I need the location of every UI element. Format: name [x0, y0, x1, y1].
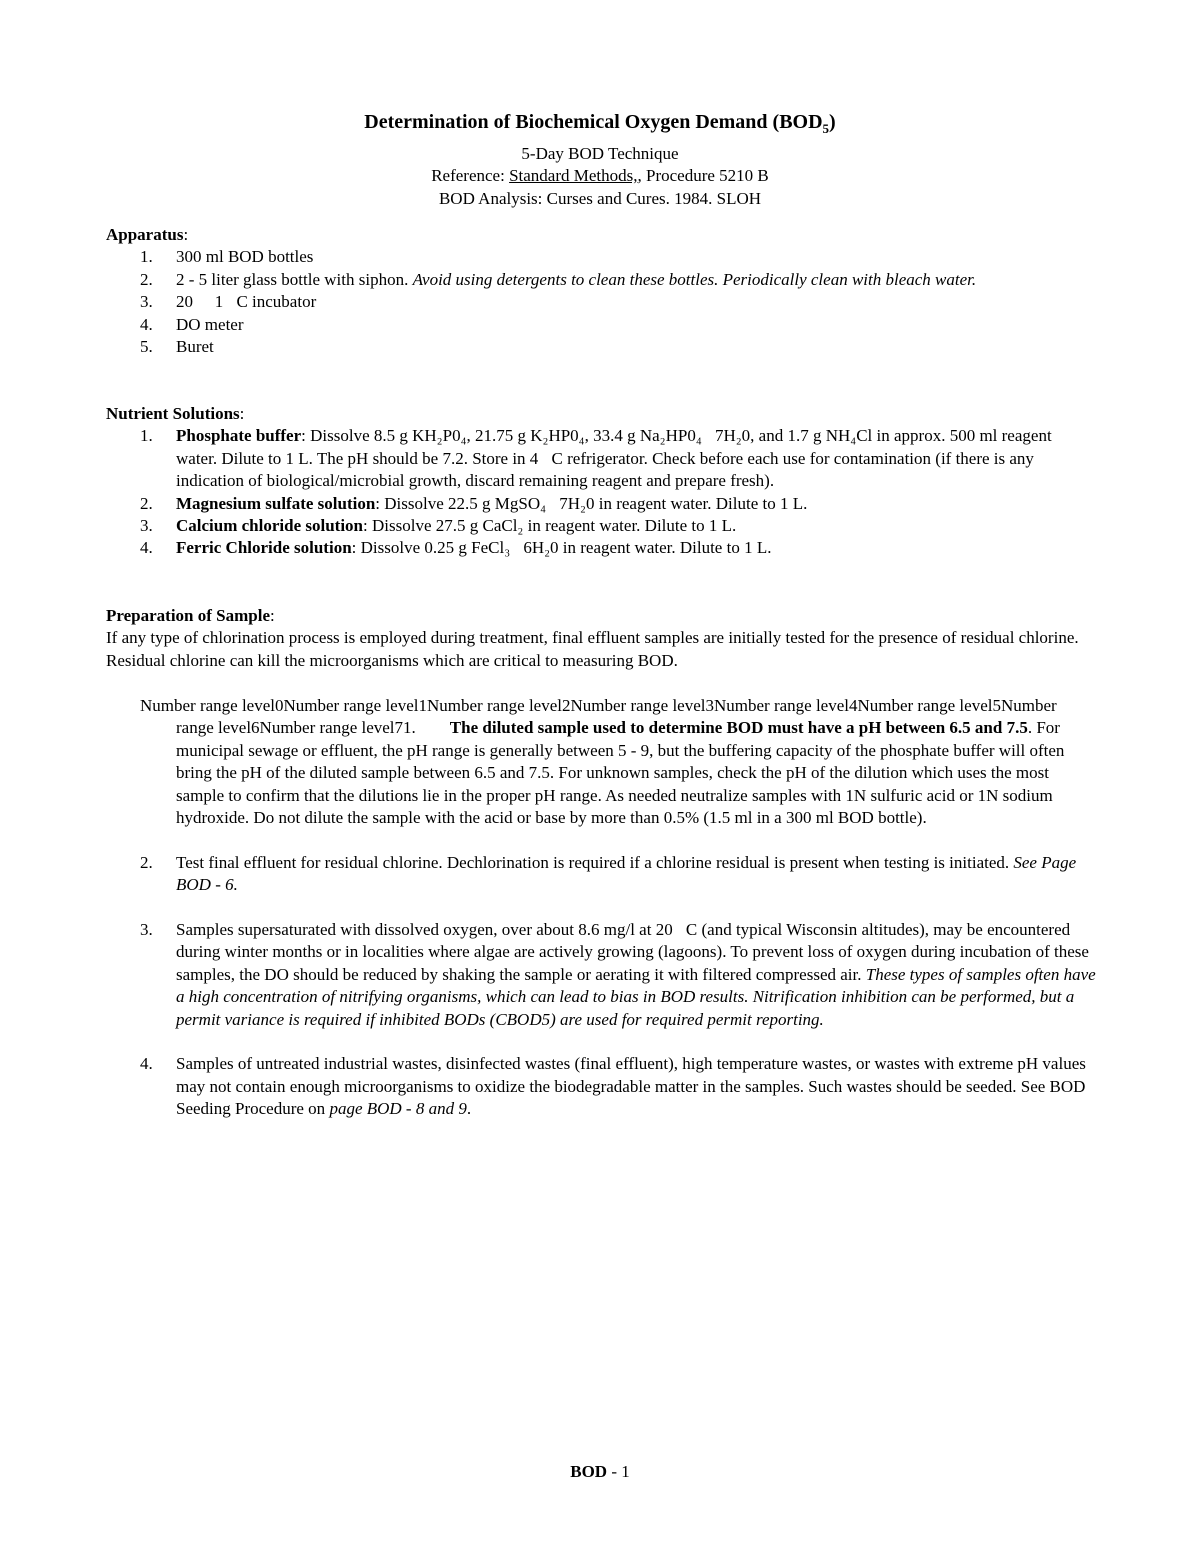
list-item: 2. Test final effluent for residual chlorine. Dechlorination is required if a chlorine residual is present when testing is initiated. See Page BOD - 6.: [140, 852, 1077, 895]
page-footer: BOD - 1: [570, 1462, 630, 1481]
apparatus-heading: Apparatus:: [106, 225, 189, 244]
list-item: 2. Magnesium sulfate solution: Dissolve 22.5 g MgSO₄ 7H₂0 in reagent water. Dilute to 1 L.: [140, 493, 808, 513]
preparation-section: [106, 605, 1096, 672]
list-item: Number range level0Number range level1Number range level2Number range level3Number range level4Number range level5Number range level6Number range level71. The diluted sample used to determine BOD must have a pH between 6.5 and 7.5. For municipal sewage or effluent, the pH range is generally between 5 - 9, but the buffering capacity of the phosphate buffer will often bring the pH of the diluted sample between 6.5 and 7.5. For unknown samples, check the pH of the dilution which uses the most sample to confirm that the dilutions lie in the proper pH range. As needed neutralize samples with 1N sulfuric acid or 1N sodium hydroxide. Do not dilute the sample with the acid or base by more than 0.5% (1.5 ml in a 300 ml BOD bottle).: [140, 696, 1065, 828]
preparation-heading: Preparation of Sample:: [106, 606, 275, 625]
nutrient-heading: Nutrient Solutions:: [106, 404, 245, 423]
reference-line: Reference: Standard Methods,, Procedure 5210 B: [431, 166, 769, 186]
reference-line-2: BOD Analysis: Curses and Cures. 1984. SLOH: [438, 188, 762, 208]
list-item: 1. Phosphate buffer: Dissolve 8.5 g KH₂P0₄, 21.75 g K₂HP0₄, 33.4 g Na₂HP0₄ 7H₂0, and 1.7 g NH₄Cl in approx. 500 ml reagent water. Dilute to 1 L. The pH should be 7.2. Store in 4 C refrigerator. Check before each use for contamination (if there is any indication of biological/microbial growth, discard remaining reagent and prepare fresh).: [140, 426, 1052, 491]
list-item: 4. DO meter: [140, 314, 244, 334]
document-header: [0, 108, 1200, 210]
subtitle: 5-Day BOD Technique: [521, 144, 679, 163]
standard-methods-link: Standard Methods,: [509, 166, 638, 186]
document-title: Determination of Biochemical Oxygen Demand $(BOD_5)$: [364, 111, 836, 136]
nutrient-section: [106, 403, 1096, 560]
preparation-intro: If any type of chlorination process is employed during treatment, final effluent samples are initially tested for the presence of residual chlorine. Residual chlorine can kill the microorganisms which are critical to measuring BOD.: [106, 628, 1079, 670]
list-item: 3. Samples supersaturated with dissolved oxygen, over about 8.6 mg/l at 20 C (and typical Wisconsin altitudes), may be encountered during winter months or in localities where algae are actively growing (lagoons). To prevent loss of oxygen during incubation of these samples, the DO should be reduced by shaking the sample or aerating it with filtered compressed air. These types of samples often have a high concentration of nitrifying organisms, which can lead to bias in BOD results. Nitrification inhibition can be performed, but a permit variance is required if inhibited BODs (CBOD5) are used for required permit reporting.: [140, 920, 1096, 1029]
nutrient-list: [106, 425, 1096, 559]
apparatus-list: [106, 246, 1096, 358]
preparation-list: [106, 695, 1096, 1143]
list-item: 4. Samples of untreated industrial wastes, disinfected wastes (final effluent), high temperature wastes, or wastes with extreme pH values may not contain enough microorganisms to oxidize the biodegradable matter in the samples. Such wastes should be seeded. See BOD Seeding Procedure on page BOD - 8 and 9.: [140, 1054, 1086, 1119]
apparatus-section: [106, 224, 1096, 358]
list-item: 3. Calcium chloride solution: Dissolve 27.5 g CaCl₂ in reagent water. Dilute to 1 L.: [140, 516, 737, 536]
list-item: 4. Ferric Chloride solution: Dissolve 0.25 g FeCl₃ 6H₂0 in reagent water. Dilute to 1 L.: [140, 538, 772, 558]
list-item: 2. 2 - 5 liter glass bottle with siphon. Avoid using detergents to clean these bottles. Periodically clean with bleach water.: [140, 269, 977, 289]
list-item: 5. Buret: [140, 337, 214, 357]
list-item: 1. 300 ml BOD bottles: [140, 247, 314, 267]
list-item: 3. 20   1 C incubator: [140, 292, 317, 312]
